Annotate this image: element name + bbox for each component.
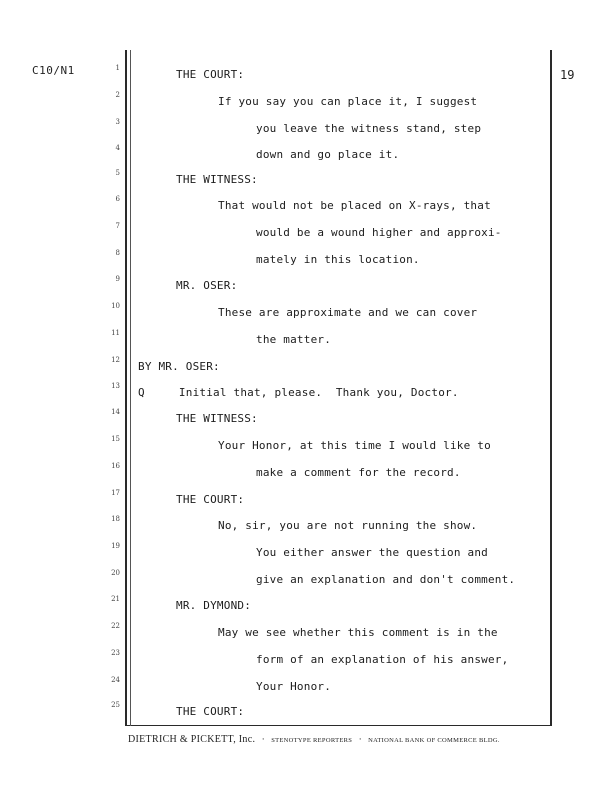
line-number: 14 <box>111 408 120 416</box>
line-number: 18 <box>111 515 120 523</box>
transcript-line: make a comment for the record. <box>256 466 461 479</box>
transcript-line: you leave the witness stand, step <box>256 122 482 135</box>
transcript-line: THE COURT: <box>176 493 245 506</box>
transcript-line: Q Initial that, please. Thank you, Doctor. <box>138 386 459 399</box>
transcript-line: THE WITNESS: <box>176 173 258 186</box>
transcript-line: Your Honor, at this time I would like to <box>218 439 491 452</box>
line-number: 20 <box>111 569 120 577</box>
footer-separator: · <box>261 735 265 745</box>
line-number: 12 <box>111 356 120 364</box>
line-number: 25 <box>111 701 120 709</box>
transcript-line: No, sir, you are not running the show. <box>218 519 478 532</box>
line-number: 22 <box>111 622 120 630</box>
transcript-line: May we see whether this comment is in the <box>218 626 498 639</box>
footer-service: STENOTYPE REPORTERS <box>271 737 353 744</box>
line-number: 6 <box>115 195 120 203</box>
reporter-footer <box>128 734 548 745</box>
transcript-line: These are approximate and we can cover <box>218 306 478 319</box>
line-number: 1 <box>115 64 120 72</box>
footer-address: NATIONAL BANK OF COMMERCE BLDG. <box>368 737 500 744</box>
line-number: 13 <box>111 382 120 390</box>
transcript-line: mately in this location. <box>256 253 420 266</box>
transcript-line: MR. DYMOND: <box>176 599 252 612</box>
line-number: 2 <box>115 91 120 99</box>
line-number: 15 <box>111 435 120 443</box>
transcript-line: give an explanation and don't comment. <box>256 573 516 586</box>
transcript-line: You either answer the question and <box>256 546 488 559</box>
line-number: 16 <box>111 462 120 470</box>
transcript-line: BY MR. OSER: <box>138 360 220 373</box>
transcript-line: would be a wound higher and approxi- <box>256 226 502 239</box>
line-number: 17 <box>111 489 120 497</box>
transcript-line: form of an explanation of his answer, <box>256 653 509 666</box>
footer-firm: DIETRICH & PICKETT, Inc. <box>128 734 256 745</box>
transcript-line: THE WITNESS: <box>176 412 258 425</box>
line-number: 24 <box>111 676 120 684</box>
line-number: 19 <box>111 542 120 550</box>
line-number: 3 <box>115 118 120 126</box>
transcript-line: If you say you can place it, I suggest <box>218 95 478 108</box>
transcript-line: THE COURT: <box>176 705 245 718</box>
page-identifier: C10/N1 <box>32 64 75 77</box>
line-number: 4 <box>115 144 120 152</box>
footer-separator: · <box>358 735 362 745</box>
transcript-line: Your Honor. <box>256 680 332 693</box>
line-number: 5 <box>115 169 120 177</box>
transcript-line: MR. OSER: <box>176 279 238 292</box>
line-number: 23 <box>111 649 120 657</box>
transcript-line: That would not be placed on X-rays, that <box>218 199 491 212</box>
transcript-line: the matter. <box>256 333 332 346</box>
transcript-line: down and go place it. <box>256 148 400 161</box>
transcript-line: THE COURT: <box>176 68 245 81</box>
line-number: 8 <box>115 249 120 257</box>
line-number: 9 <box>115 275 120 283</box>
margin-rule <box>130 50 131 726</box>
line-number: 7 <box>115 222 120 230</box>
line-number: 10 <box>111 302 120 310</box>
line-number: 21 <box>111 595 120 603</box>
page-number: 19 <box>560 68 574 82</box>
line-number: 11 <box>111 329 120 337</box>
